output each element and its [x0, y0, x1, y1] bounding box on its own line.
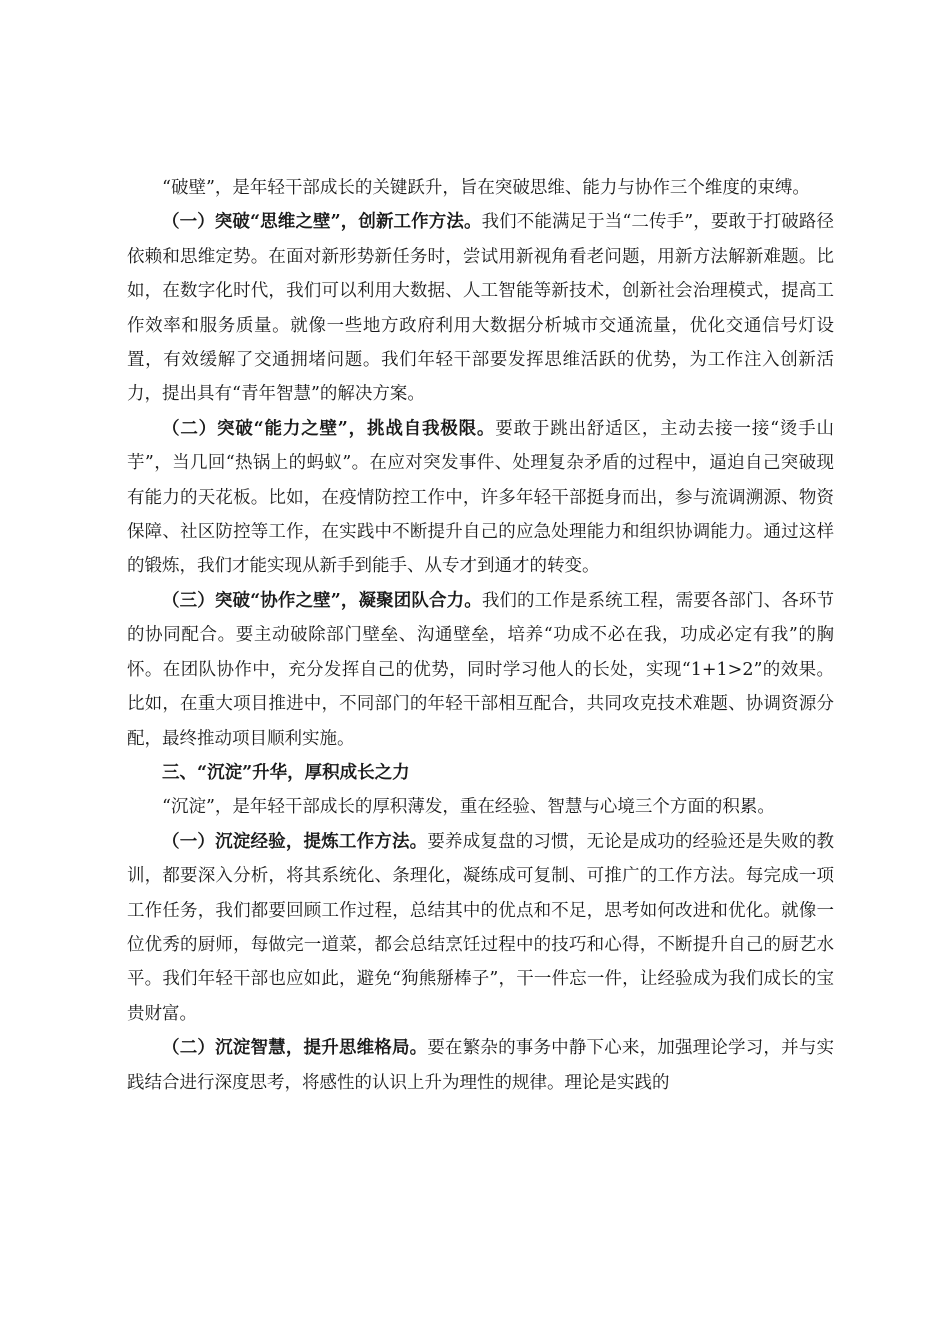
paragraph-lead: （一）突破“思维之壁”，创新工作方法。 [162, 212, 482, 233]
paragraph-text: “破壁”，是年轻干部成长的关键跃升，旨在突破思维、能力与协作三个维度的束缚。 [162, 178, 810, 198]
paragraph-text: 要敢于跳出舒适区，主动去接一接“烫手山芋”，当几回“热锅上的蚂蚁”。在应对突发事件、处理复杂矛盾的过程中，逼迫自己突破现有能力的天花板。比如，在疫情防控工作中，许多年轻干部挺身而出，参与流调溯源、物资保障、社区防控等工作，在实践中不断提升自己的应急处理能力和组织协调能力。通过这样的锻炼，我们才能实现从新手到能手、从专才到通才的转变。 [127, 418, 834, 577]
paragraph-break-thinking [127, 205, 834, 411]
paragraph-lead: （三）突破“协作之壁”，凝聚团队合力。 [162, 590, 482, 611]
paragraph-break-ability [127, 412, 834, 584]
paragraph-lead: （一）沉淀经验，提炼工作方法。 [162, 831, 428, 852]
paragraph-lead: （二）突破“能力之壁”，挑战自我极限。 [162, 418, 496, 439]
paragraph-intro-chendian [127, 790, 834, 824]
paragraph-text: “沉淀”，是年轻干部成长的厚积薄发，重在经验、智慧与心境三个方面的积累。 [162, 797, 775, 818]
paragraph-intro-pobi [127, 171, 834, 205]
paragraph-text: 我们不能满足于当“二传手”，要敢于打破路径依赖和思维定势。在面对新形势新任务时，尝试用新视角看老问题，用新方法解新难题。比如，在数字化时代，我们可以利用大数据、人工智能等新技术，创新社会治理模式，提高工作效率和服务质量。就像一些地方政府利用大数据分析城市交通流量，优化交通信号灯设置，有效缓解了交通拥堵问题。我们年轻干部要发挥思维活跃的优势，为工作注入创新活力，提出具有“青年智慧”的解决方案。 [127, 212, 834, 405]
paragraph-text: 要养成复盘的习惯，无论是成功的经验还是失败的教训，都要深入分析，将其系统化、条理化，凝练成可复制、可推广的工作方法。每完成一项工作任务，我们都要回顾工作过程，总结其中的优点和不足，思考如何改进和优化。就像一位优秀的厨师，每做完一道菜，都会总结烹饪过程中的技巧和心得，不断提升自己的厨艺水平。我们年轻干部也应如此，避免“狗熊掰棒子”，干一件忘一件，让经验成为我们成长的宝贵财富。 [127, 831, 835, 1024]
paragraph-text: 我们的工作是系统工程，需要各部门、各环节的协同配合。要主动破除部门壁垒、沟通壁垒，培养“功成不必在我，功成必定有我”的胸怀。在团队协作中，充分发挥自己的优势，同时学习他人的长处，实现“1+1>2”的效果。比如，在重大项目推进中，不同部门的年轻干部相互配合，共同攻克技术难题、协调资源分配，最终推动项目顺利实施。 [127, 590, 834, 749]
section-heading: 三、“沉淀”升华，厚积成长之力 [162, 762, 410, 783]
paragraph-text: 要在繁杂的事务中静下心来，加强理论学习，并与实践结合进行深度思考，将感性的认识上升为理性的规律。理论是实践的 [127, 1038, 835, 1093]
paragraph-settle-wisdom [127, 1031, 834, 1100]
document-body [127, 171, 834, 1100]
paragraph-settle-experience [127, 825, 834, 1031]
paragraph-break-cooperation [127, 584, 834, 756]
paragraph-lead: （二）沉淀智慧，提升思维格局。 [162, 1038, 428, 1059]
